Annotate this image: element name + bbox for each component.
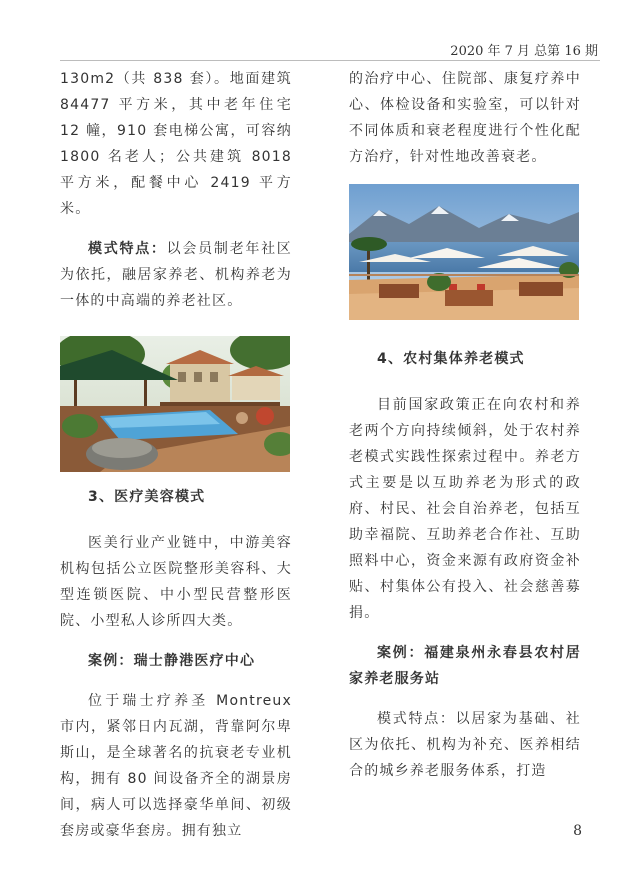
issue-header: 2020 年 7 月 总第 16 期 (450, 44, 598, 59)
left-column (60, 66, 292, 844)
mode-feature-text: 以会员制老年社区为依托，融居家养老、机构养老为一体的中高端的养老社区。 (60, 241, 292, 309)
case-swiss-title: 案例：瑞士静港医疗中心 (88, 653, 256, 669)
left-paragraph-3: 医美行业产业链中，中游美容机构包括公立医院整形美容科、大型连锁医院、中小型民营整形医院、小型私人诊所四大类。 (60, 535, 292, 629)
section-4-title: 4、农村集体养老模式 (377, 351, 525, 367)
right-paragraph-2: 目前国家政策正在向农村和养老两个方向持续倾斜，处于农村养老模式实践性探索过程中。养老方式主要是以互助养老为形式的政府、村民、社会自治养老，包括互助幸福院、互助养老合作社、互助照料中心，资金来源有政府资金补贴、村集体公有投入、社会慈善募捐。 (349, 397, 581, 621)
left-paragraph-1: 130m2（共 838 套）。地面建筑 84477 平方米，其中老年住宅 12 幢，910 套电梯公寓，可容纳 1800 名老人；公共建筑 8018 平方米，配餐中心 2419 平方米。 (60, 71, 292, 217)
right-paragraph-1: 的治疗中心、住院部、康复疗养中心、体检设备和实验室，可以针对不同体质和衰老程度进行个性化配方治疗，针对性地改善衰老。 (349, 71, 581, 165)
mode-feature-label: 模式特点： (88, 241, 167, 257)
section-3-title: 3、医疗美容模式 (88, 489, 206, 505)
right-paragraph-3: 模式特点：以居家为基础、社区为依托、机构为补充、医养相结合的城乡养老服务体系，打造 (349, 711, 581, 779)
right-column (349, 66, 581, 784)
left-paragraph-4: 位于瑞士疗养圣 Montreux 市内，紧邻日内瓦湖，背靠阿尔卑斯山，是全球著名的抗衰老专业机构，拥有 80 间设备齐全的湖景房间，病人可以选择豪华单间、初级套房或豪华套房。拥有独立 (60, 693, 292, 839)
lake-terrace-photo (349, 184, 579, 320)
case-fujian-title: 案例：福建泉州永春县农村居家养老服务站 (349, 645, 581, 687)
page-number: 8 (573, 823, 582, 839)
resort-pool-photo (60, 336, 290, 472)
header-divider (60, 60, 600, 61)
left-paragraph-2 (60, 236, 292, 314)
